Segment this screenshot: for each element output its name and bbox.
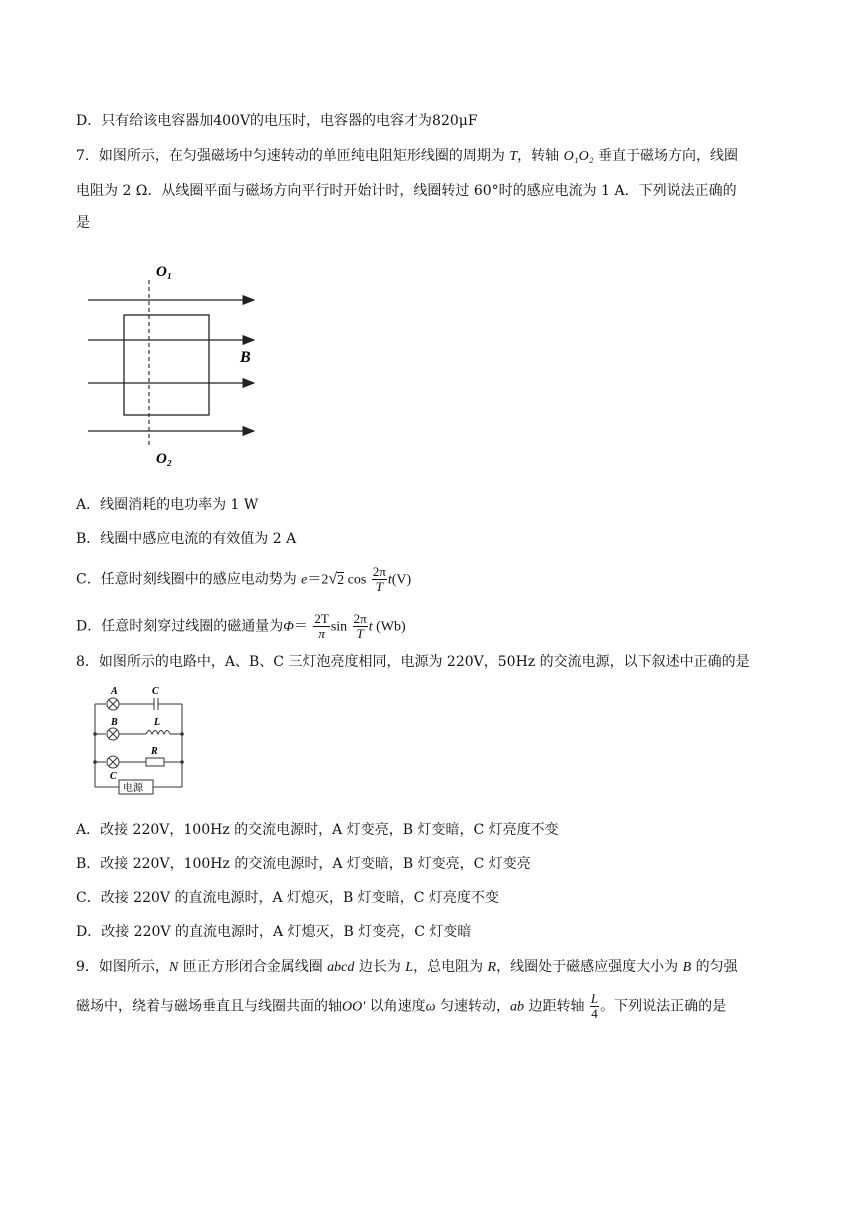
q8-option-c: C．改接 220V 的直流电源时，A 灯熄灭，B 灯变暗，C 灯亮度不变 [76, 890, 499, 906]
fraction-2pi-over-t: $\frac{2\pi}{T}$ [372, 564, 386, 594]
q8-option-a: A．改接 220V，100Hz 的交流电源时，A 灯变亮，B 灯变暗，C 灯亮度不变 [76, 822, 559, 838]
q8-circuit-figure [92, 684, 192, 799]
coil-rectangle [124, 315, 209, 415]
fraction-2pi-over-t: $\frac{2\pi}{T}$ [353, 611, 367, 641]
q7-coil-figure [84, 258, 284, 468]
resistor [146, 758, 164, 766]
b-label: B [240, 349, 251, 366]
label-l: L [154, 717, 161, 728]
o1-label: O₁ [156, 264, 173, 280]
q8-option-b: B．改接 220V，100Hz 的交流电源时，A 灯变暗，B 灯变亮，C 灯变亮 [76, 856, 531, 872]
q9-stem-line1: 9．如图所示，N 匝正方形闭合金属线圈 abcd 边长为 L，总电阻为 R，线圈处于磁感应强度大小为 B 的匀强 [76, 959, 738, 975]
label-c-lamp: C [110, 771, 117, 782]
sqrt-symbol: √ [328, 570, 338, 588]
power-source-label: 电源 [123, 783, 143, 794]
fraction-l-over-4: $\frac{L}{4}$ [590, 991, 599, 1021]
q8-stem: 8．如图所示的电路中，A、B、C 三灯泡亮度相同，电源为 220V，50Hz 的交流电源，以下叙述中正确的是 [76, 654, 750, 670]
q9-stem-line2: 磁场中，绕着与磁场垂直且与线圈共面的轴OO' 以角速度ω 匀速转动，ab 边距转轴 $\frac{L}{4}$ 。下列说法正确的是 [76, 991, 727, 1021]
label-c-cap: C [152, 686, 159, 697]
inductor-coil [146, 731, 170, 735]
label-a: A [111, 686, 118, 697]
q7-option-d: D．任意时刻穿过线圈的磁通量为Φ＝ $\frac{2T}{\pi}$ sin $\frac{2\pi}{T}$ t (Wb) [76, 611, 406, 641]
q7-stem-line3: 是 [76, 215, 90, 231]
q8-option-d: D．改接 220V 的直流电源时，A 灯熄灭，B 灯变亮，C 灯变暗 [76, 924, 472, 940]
q7-stem-line2: 电阻为 2 Ω．从线圈平面与磁场方向平行时开始计时，线圈转过 60°时的感应电流为 1 A．下列说法正确的 [76, 183, 737, 199]
q7-option-b: B．线圈中感应电流的有效值为 2 A [76, 531, 297, 547]
label-r: R [151, 746, 158, 757]
label-b: B [111, 717, 118, 728]
o2-label: O₂ [156, 451, 173, 467]
fraction-2t-over-pi: $\frac{2T}{\pi}$ [314, 611, 329, 641]
q7-option-c: C．任意时刻线圈中的感应电动势为 e＝2√2 cos $\frac{2\pi}{T}$ t(V) [76, 564, 412, 594]
q7-option-a: A．线圈消耗的电功率为 1 W [76, 497, 259, 513]
q7-stem-line1: 7．如图所示，在匀强磁场中匀速转动的单匝纯电阻矩形线圈的周期为 T，转轴 O₁O₂ 垂直于磁场方向，线圈 [76, 148, 739, 164]
q6-option-d: D．只有给该电容器加400V的电压时，电容器的电容才为820μF [76, 113, 478, 129]
